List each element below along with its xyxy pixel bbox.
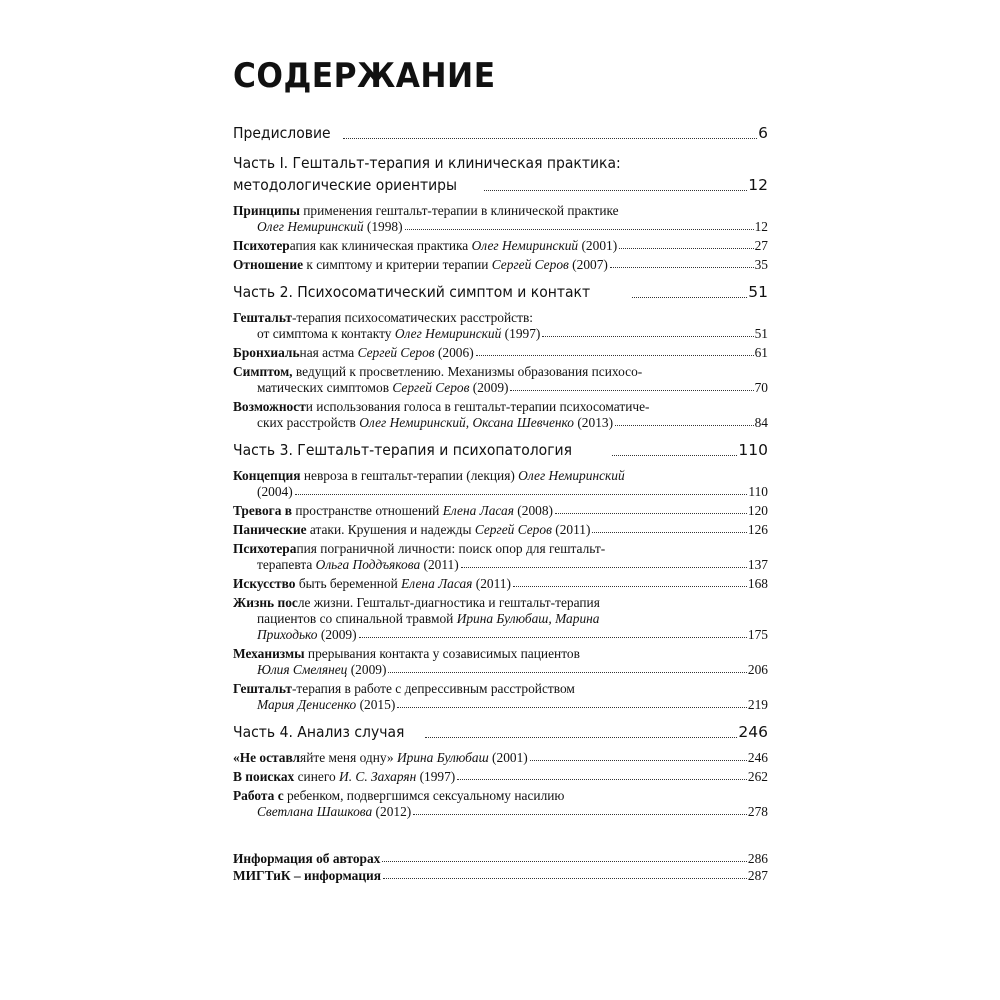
page-number: 110 <box>748 484 768 499</box>
part-1-title-line2: методологические ориентиры <box>233 176 458 194</box>
dot-leader <box>425 737 737 738</box>
page-number: 6 <box>758 124 768 142</box>
entry-author: И. С. Захарян <box>339 769 417 784</box>
toc-entry <box>233 595 768 643</box>
page-number: 286 <box>747 851 768 866</box>
entry-title: к симптому и критерии терапии <box>303 257 492 272</box>
entry-title-cont: пациентов со спинальной травмой <box>257 611 457 626</box>
dot-leader <box>612 455 738 456</box>
entry-title: пространстве отношений <box>292 503 443 518</box>
entry-author-cont: Приходько <box>257 627 318 642</box>
toc-entry <box>233 364 768 396</box>
page-number: 175 <box>747 627 768 642</box>
entry-year: (2011) <box>472 576 511 591</box>
page-number: 51 <box>748 283 768 301</box>
entry-keyword: «Не оставл <box>233 750 301 765</box>
dot-leader <box>383 878 747 879</box>
page-number: 262 <box>747 769 768 784</box>
part-1-title-line1: Часть I. Гештальт-терапия и клиническая практика: <box>233 154 621 172</box>
page-number: 120 <box>747 503 768 518</box>
entry-title: пия пограничной личности: поиск опор для гештальт- <box>296 541 606 556</box>
entry-keyword: Концепция <box>233 468 301 483</box>
entry-author: Сергей Серов <box>357 345 435 360</box>
entry-author: Сергей Серов <box>491 257 569 272</box>
entry-year: (2009) <box>317 627 357 642</box>
entry-year: (2008) <box>513 503 554 518</box>
page-number: 278 <box>747 804 768 819</box>
toc-entry <box>233 345 768 361</box>
entry-year: (2011) <box>420 557 459 572</box>
entry-year: (2004) <box>257 484 293 499</box>
entry-title: ле жизни. Гештальт-диагностика и гештальт-терапия <box>297 595 600 610</box>
entry-author: Елена Ласая <box>442 503 514 518</box>
entry-keyword: Психотер <box>233 238 290 253</box>
entry-title-cont: ских расстройств <box>257 415 360 430</box>
entry-author: Олег Немиринский <box>471 238 579 253</box>
entry-author: Олег Немиринский <box>394 326 502 341</box>
footer-label: МИГТиК – информация <box>233 868 382 883</box>
entry-title: быть беременной <box>295 576 402 591</box>
dot-leader <box>397 707 747 708</box>
page-number: 137 <box>747 557 768 572</box>
page-number: 219 <box>747 697 768 712</box>
entry-keyword: Возможност <box>233 399 306 414</box>
toc-entry <box>233 203 768 235</box>
part-3-title: Часть 3. Гештальт-терапия и психопатология <box>233 441 572 459</box>
page-number: 287 <box>747 868 768 883</box>
entry-title: яйте меня одну» <box>300 750 397 765</box>
part-4-title: Часть 4. Анализ случая <box>233 723 405 741</box>
entry-title: невроза в гештальт-терапии (лекция) <box>300 468 519 483</box>
toc-footer-item <box>233 867 768 884</box>
entry-year: (1997) <box>501 326 541 341</box>
entry-year: (2013) <box>574 415 614 430</box>
page-number: 70 <box>754 380 768 395</box>
entry-author: Олег Немиринский, Оксана Шевченко <box>359 415 574 430</box>
dot-leader <box>530 760 747 761</box>
entry-title: и использования голоса в гештальт-терапии психосоматиче- <box>305 399 650 414</box>
toc-entry <box>233 769 768 785</box>
dot-leader <box>343 138 757 139</box>
part-2-title: Часть 2. Психосоматический симптом и контакт <box>233 283 591 301</box>
page-number: 61 <box>754 345 768 360</box>
dot-leader <box>542 336 753 337</box>
page-number: 110 <box>738 441 768 459</box>
entry-author: Ирина Булюбаш <box>396 750 489 765</box>
entry-title: ребенком, подвергшимся сексуальному насилию <box>283 788 565 803</box>
dot-leader <box>555 513 747 514</box>
entry-author: Олег Немиринский <box>518 468 625 483</box>
dot-leader <box>413 814 747 815</box>
part-4-heading <box>233 721 768 743</box>
dot-leader <box>405 229 754 230</box>
dot-leader <box>513 586 747 587</box>
page-number: 126 <box>747 522 768 537</box>
toc-page <box>233 56 768 884</box>
entry-keyword: Тревога в <box>233 503 293 518</box>
entry-author: Ольга Поддъякова <box>315 557 421 572</box>
entry-author: Сергей Серов <box>392 380 470 395</box>
entry-year: (2006) <box>434 345 474 360</box>
toc-entry <box>233 522 768 538</box>
page-number: 84 <box>754 415 768 430</box>
toc-footer <box>233 850 768 884</box>
dot-leader <box>295 494 748 495</box>
entry-title: синего <box>294 769 340 784</box>
entry-year: (2001) <box>488 750 528 765</box>
page-number: 206 <box>747 662 768 677</box>
entry-year: (1997) <box>416 769 456 784</box>
entry-year: (2009) <box>347 662 387 677</box>
entry-year: (2007) <box>568 257 608 272</box>
entry-author: Ирина Булюбаш, Марина <box>456 611 600 626</box>
toc-footer-item <box>233 850 768 867</box>
page-number: 246 <box>738 723 768 741</box>
dot-leader <box>382 861 747 862</box>
entry-year: (2001) <box>578 238 618 253</box>
toc-entry <box>233 541 768 573</box>
entry-year: (2009) <box>469 380 509 395</box>
entry-title: атаки. Крушения и надежды <box>306 522 475 537</box>
dot-leader <box>632 297 748 298</box>
entry-keyword: Принципы <box>233 203 300 218</box>
entry-title: -терапия в работе с депрессивным расстройством <box>291 681 575 696</box>
dot-leader <box>610 267 754 268</box>
toc-entry <box>233 503 768 519</box>
entry-keyword: Искусство <box>233 576 296 591</box>
entry-title: апия как клиническая практика <box>289 238 472 253</box>
entry-title-cont: терапевта <box>257 557 316 572</box>
entry-keyword: Жизнь пос <box>233 595 298 610</box>
toc-entry <box>233 750 768 766</box>
entry-keyword: В поисках <box>233 769 295 784</box>
toc-entry <box>233 399 768 431</box>
entry-keyword: Работа с <box>233 788 284 803</box>
part-3-heading <box>233 439 768 461</box>
part-1-heading <box>233 152 768 196</box>
dot-leader <box>388 672 746 673</box>
entry-keyword: Механизмы <box>233 646 305 661</box>
table-of-contents <box>233 122 768 884</box>
entry-title: применения гештальт-терапии в клинической практике <box>299 203 619 218</box>
dot-leader <box>359 637 747 638</box>
toc-preface-label: Предисловие <box>233 124 331 142</box>
entry-year: (2011) <box>551 522 591 537</box>
toc-entry <box>233 468 768 500</box>
entry-keyword: Отношение <box>233 257 304 272</box>
entry-author: Елена Ласая <box>401 576 473 591</box>
dot-leader <box>457 779 747 780</box>
entry-year: (2015) <box>356 697 396 712</box>
entry-keyword: Гештальт <box>233 310 292 325</box>
dot-leader <box>484 190 747 191</box>
entry-keyword: Панические <box>233 522 307 537</box>
toc-entry <box>233 238 768 254</box>
entry-author: Сергей Серов <box>474 522 552 537</box>
toc-entry <box>233 576 768 592</box>
entry-keyword: Бронхиаль <box>233 345 300 360</box>
toc-entry <box>233 681 768 713</box>
page-number: 51 <box>754 326 768 341</box>
dot-leader <box>592 532 746 533</box>
toc-entry <box>233 310 768 342</box>
page-number: 246 <box>747 750 768 765</box>
entry-author: Светлана Шашкова <box>257 804 373 819</box>
page-number: 27 <box>754 238 768 253</box>
entry-keyword: Симптом, <box>233 364 293 379</box>
dot-leader <box>510 390 753 391</box>
entry-title: -терапия психосоматических расстройств: <box>291 310 533 325</box>
entry-author: Юлия Смелянец <box>257 662 348 677</box>
entry-author: Олег Немиринский <box>257 219 364 234</box>
dot-leader <box>619 248 753 249</box>
entry-title: ная астма <box>299 345 358 360</box>
page-number: 168 <box>747 576 768 591</box>
dot-leader <box>461 567 747 568</box>
page-number: 35 <box>754 257 768 272</box>
dot-leader <box>615 425 754 426</box>
toc-entry <box>233 788 768 820</box>
entry-title-cont: от симптома к контакту <box>257 326 395 341</box>
toc-preface <box>233 122 768 144</box>
entry-author: Мария Денисенко <box>257 697 357 712</box>
entry-title-cont: матических симптомов <box>257 380 393 395</box>
footer-label: Информация об авторах <box>233 851 381 866</box>
toc-entry <box>233 646 768 678</box>
entry-title: ведущий к просветлению. Механизмы образования психосо- <box>292 364 643 379</box>
entry-keyword: Гештальт <box>233 681 292 696</box>
page-number: 12 <box>754 219 768 234</box>
entry-title: прерывания контакта у созависимых пациентов <box>304 646 580 661</box>
entry-year: (1998) <box>363 219 403 234</box>
part-2-heading <box>233 281 768 303</box>
toc-entry <box>233 257 768 273</box>
dot-leader <box>476 355 754 356</box>
page-number: 12 <box>748 176 768 194</box>
entry-year: (2012) <box>372 804 412 819</box>
page-title: СОДЕРЖАНИЕ <box>233 56 496 96</box>
entry-keyword: Психотера <box>233 541 297 556</box>
